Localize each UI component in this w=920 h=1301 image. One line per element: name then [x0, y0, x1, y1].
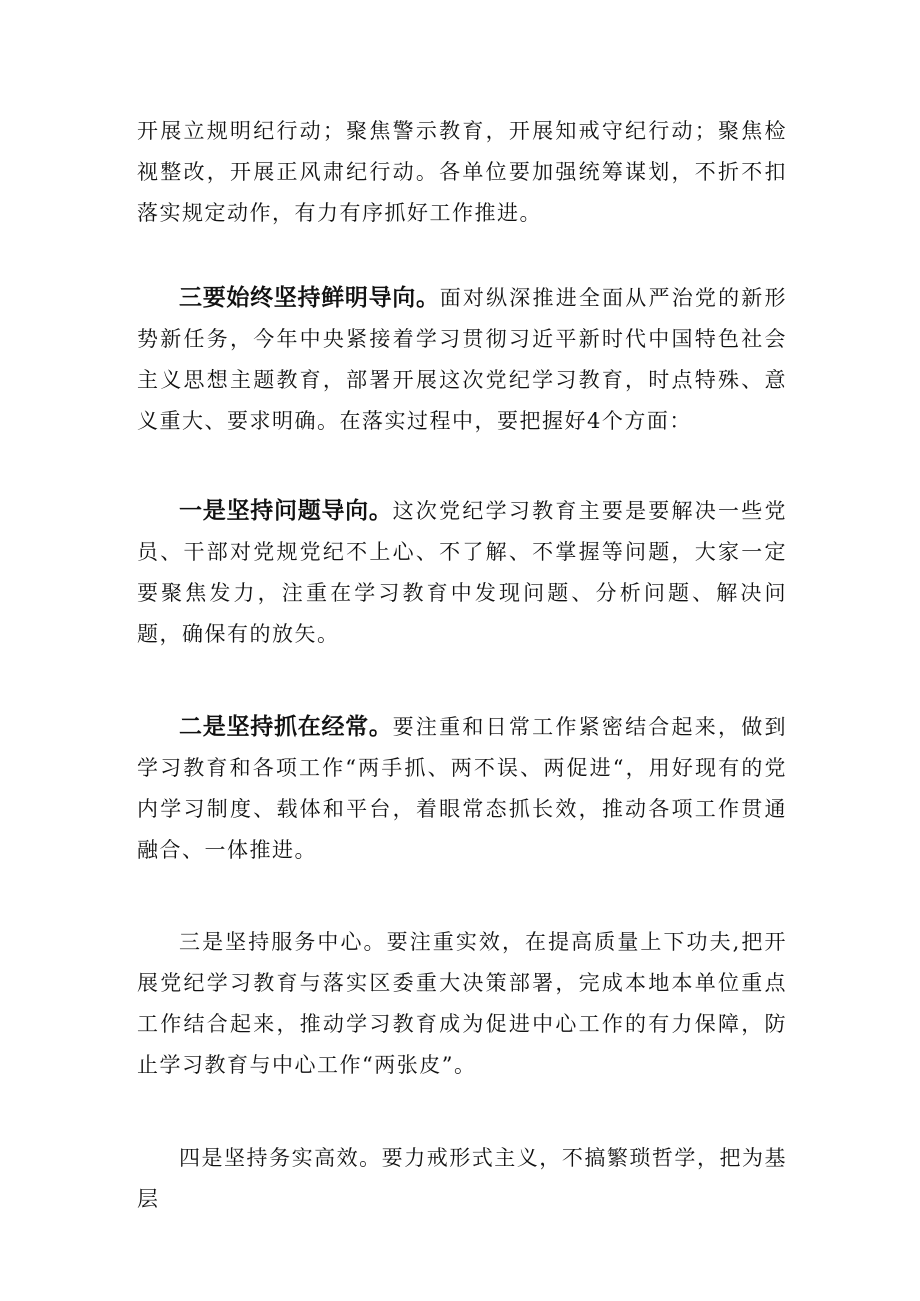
paragraph-regular-practice — [137, 707, 787, 871]
paragraph-body: 要注重和日常工作紧密结合起来，做到学习教育和各项工作“两手抓、两不误、两促进“，用好现有的党内学习制度、载体和平台，着眼常态抓长效，推动各项工作贯通融合、一体推进。 — [137, 715, 788, 862]
paragraph-body: 这次党纪学习教育主要是要解决一些党员、干部对党规党纪不上心、不了解、不掌握等问题，大家一定要聚焦发力，注重在学习教育中发现问题、分析问题、解决问题，确保有的放矢。 — [137, 499, 788, 646]
paragraph-heading: 三要始终坚持鲜明导向。 — [179, 285, 440, 311]
paragraph-serve-center — [137, 922, 787, 1086]
paragraph-heading: 一是坚持问题导向。 — [179, 498, 393, 524]
paragraph-heading: 二是坚持抓在经常。 — [179, 714, 393, 740]
paragraph-body: 三是坚持服务中心。要注重实效，在提高质量上下功夫,把开展党纪学习教育与落实区委重大决策部署，完成本地本单位重点工作结合起来，推动学习教育成为促进中心工作的有力保障，防止学习教育与中心工作“两张皮”。 — [137, 930, 787, 1077]
paragraph-continuation — [137, 111, 787, 234]
paragraph-body: 面对纵深推进全面从严治党的新形势新任务，今年中央紧接着学习贯彻习近平新时代中国特色社会主义思想主题教育，部署开展这次党纪学习教育，时点特殊、意义重大、要求明确。在落实过程中，要把握好4个方面： — [137, 286, 788, 433]
paragraph-body: 开展立规明纪行动；聚焦警示教育，开展知戒守纪行动；聚焦检视整改，开展正风肃纪行动。各单位要加强统筹谋划，不折不扣落实规定动作，有力有序抓好工作推进。 — [137, 119, 787, 225]
paragraph-guidance — [137, 278, 787, 442]
paragraph-problem-oriented — [137, 491, 787, 655]
paragraph-practical-efficiency — [137, 1138, 787, 1220]
paragraph-body: 四是坚持务实高效。要力戒形式主义，不搞繁琐哲学，把为基层 — [137, 1146, 787, 1211]
